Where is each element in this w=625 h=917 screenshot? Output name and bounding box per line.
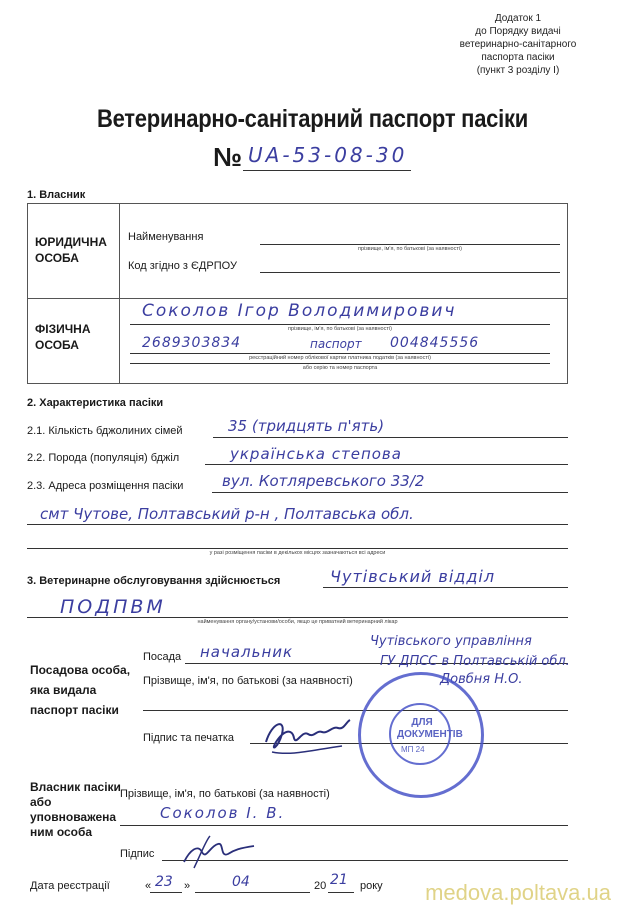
registration-month: 04 <box>232 874 250 890</box>
vet-service-line-2 <box>27 617 568 618</box>
legal-entity-fields <box>120 204 568 299</box>
owner-sign-label <box>30 780 121 840</box>
address-caption: у разі розміщення пасіки в декількох місцях зазначаються всі адреси <box>209 550 386 556</box>
owner-full-name: Соколов Ігор Володимирович <box>142 301 457 321</box>
annex-title: Додаток 1 <box>494 13 542 24</box>
owner-name-caption: прізвище, ім'я, по батькові (за наявності) <box>288 326 392 332</box>
passport-number: UA-53-08-30 <box>248 143 408 167</box>
owner-sign-label-field: Підпис <box>120 848 155 860</box>
registration-quote-close: » <box>184 880 191 892</box>
address-line-1 <box>212 492 568 493</box>
owner-name-line <box>130 324 550 325</box>
bee-breed-line <box>205 464 568 465</box>
issuer-position-value: начальник <box>200 643 294 661</box>
passport-caption: або серію та номер паспорта <box>302 365 378 371</box>
edrpou-label: Код згідно з ЄДРПОУ <box>128 260 237 272</box>
annex-header <box>438 12 598 77</box>
passport-number-value: 004845556 <box>390 335 480 351</box>
issuer-label <box>30 660 130 720</box>
registration-day-line <box>150 892 182 893</box>
vet-service-caption: найменування органу/установи/особи, якщо це приватний ветеринарний лікар <box>197 619 398 625</box>
owner-sign-label-1: Власник пасіки <box>30 780 121 794</box>
registration-year-suffix: 21 <box>330 872 348 888</box>
document-title: Ветеринарно-санітарний паспорт пасіки <box>96 105 529 133</box>
registration-quote-open: « <box>145 880 152 892</box>
owner-fullname-line <box>120 825 568 826</box>
legal-entity-label-2: ОСОБА <box>35 251 79 265</box>
vet-service-value-1: Чутівський відділ <box>330 567 496 586</box>
registration-year-line <box>328 892 354 893</box>
registration-label: Дата реєстрації <box>30 880 110 892</box>
annex-line-2: до Порядку видачі <box>475 26 561 37</box>
address-line-3 <box>27 548 568 549</box>
annex-line-3: ветеринарно-санітарного <box>459 39 577 50</box>
legal-name-label: Найменування <box>128 231 204 243</box>
owner-table <box>27 203 568 384</box>
issuer-sign-label: Підпис та печатка <box>143 732 235 744</box>
address-value-2: смт Чутове, Полтавський р-н , Полтавська обл. <box>40 505 414 523</box>
legal-name-caption: прізвище, ім'я, по батькові (за наявності) <box>358 246 462 252</box>
stamp-text: ДЛЯ ДОКУМЕНТІВ <box>397 717 463 740</box>
issuer-fullname-value-2: Довбня Н.О. <box>440 672 523 687</box>
issuer-fullname-line <box>143 710 568 711</box>
registration-day: 23 <box>155 874 173 890</box>
address-value-1: вул. Котляревського 33/2 <box>222 472 425 490</box>
owner-fullname-value: Соколов І. В. <box>160 804 286 822</box>
tax-line <box>130 353 550 354</box>
legal-entity-label-1: ЮРИДИЧНА <box>35 235 107 249</box>
issuer-fullname-value-1: ГУ ДПСС в Полтавській обл. <box>380 654 570 669</box>
registration-year-word: року <box>360 880 383 892</box>
issuer-label-2: яка видала <box>30 683 97 697</box>
number-underline <box>243 170 411 171</box>
legal-entity-cell <box>28 204 120 299</box>
passport-line <box>130 363 550 364</box>
section-2-heading: 2. Характеристика пасіки <box>27 397 164 409</box>
address-label: 2.3. Адреса розміщення пасіки <box>27 480 184 492</box>
physical-person-label-2: ОСОБА <box>35 338 79 352</box>
registration-month-line <box>195 892 310 893</box>
physical-person-label-1: ФІЗИЧНА <box>35 322 91 336</box>
owner-fullname-label: Прізвище, ім'я, по батькові (за наявності) <box>120 788 330 800</box>
bee-breed-value: українська степова <box>230 445 402 463</box>
number-sign: № <box>213 142 242 172</box>
legal-name-line <box>260 244 560 245</box>
tax-number: 2689303834 <box>142 335 242 351</box>
address-line-2 <box>27 524 568 525</box>
tax-caption: реєстраційний номер облікової картки платника податків (за наявності) <box>249 355 431 361</box>
owner-sign-label-3: уповноважена <box>30 810 117 824</box>
watermark: medova.poltava.ua <box>425 880 611 905</box>
bee-families-label: 2.1. Кількість бджолиних сімей <box>27 425 183 437</box>
owner-sign-label-4: ним особа <box>30 825 93 839</box>
passport-word: паспорт <box>310 337 362 351</box>
section-3-heading: 3. Ветеринарне обслуговування здійснюється <box>27 575 281 587</box>
owner-signature <box>180 832 260 872</box>
issuer-position-value-2: Чутівського управління <box>370 634 532 649</box>
issuer-label-1: Посадова особа, <box>30 663 131 677</box>
bee-breed-label: 2.2. Порода (популяція) бджіл <box>27 452 180 464</box>
stamp-number: МП 24 <box>401 745 425 754</box>
edrpou-line <box>260 272 560 273</box>
registration-year-prefix: 20 <box>314 880 327 892</box>
official-stamp <box>358 672 484 798</box>
issuer-position-label: Посада <box>143 651 182 663</box>
issuer-fullname-label: Прізвище, ім'я, по батькові (за наявності) <box>143 675 353 687</box>
bee-families-value: 35 (тридцять п'ять) <box>228 417 385 435</box>
annex-line-5: (пункт 3 розділу І) <box>476 65 560 76</box>
owner-sign-label-2: або <box>30 795 52 809</box>
physical-person-cell <box>28 299 120 384</box>
bee-families-line <box>213 437 568 438</box>
vet-service-line-1 <box>323 587 568 588</box>
issuer-signature <box>262 712 352 760</box>
annex-line-4: паспорта пасіки <box>481 52 555 63</box>
physical-person-fields <box>120 299 568 384</box>
vet-service-value-2: ПОДПВМ <box>60 596 166 618</box>
section-1-heading: 1. Власник <box>27 189 86 201</box>
issuer-label-3: паспорт пасіки <box>30 703 119 717</box>
